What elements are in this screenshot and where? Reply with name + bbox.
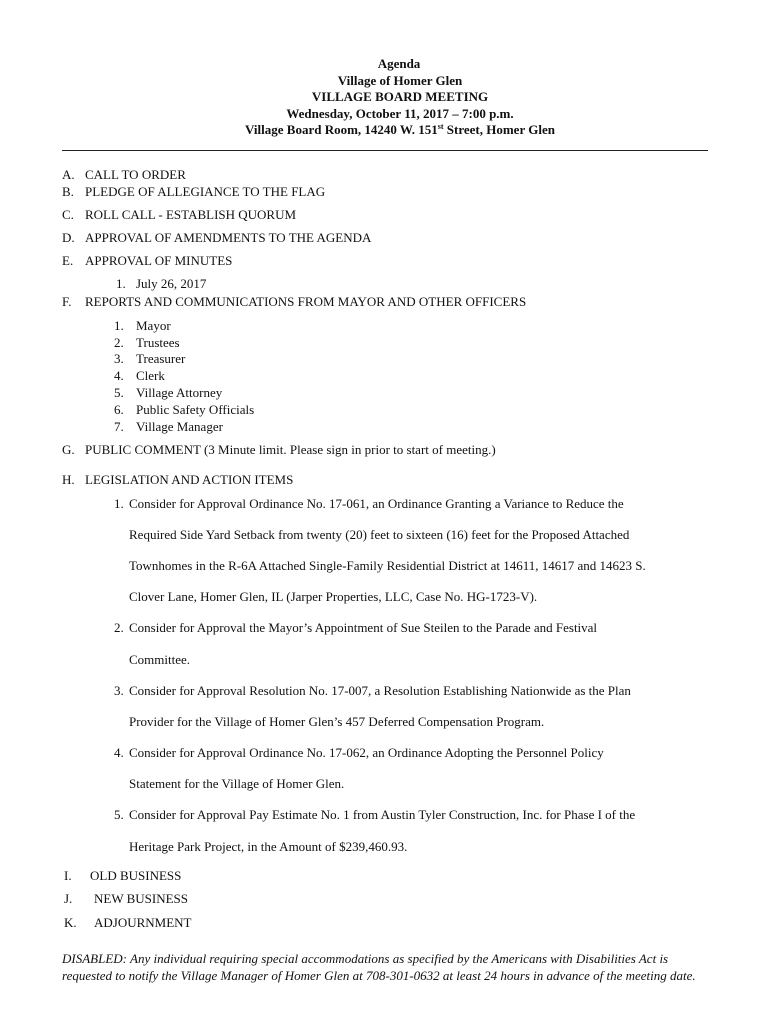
section-letter: I.: [64, 868, 72, 883]
item-number: 1.: [116, 276, 126, 291]
section-letter: G.: [62, 442, 75, 457]
item-text: Village Attorney: [136, 384, 223, 400]
item-number: 6.: [114, 401, 124, 417]
item-number: 3.: [114, 351, 124, 366]
item-text: Consider for Approval Resolution No. 17-007, a Resolution Establishing Nationwide as the Plan: [129, 683, 631, 698]
section-letter: A.: [62, 167, 75, 182]
section-title: APPROVAL OF MINUTES: [85, 253, 233, 268]
item-number: 5.: [114, 807, 124, 822]
location-text-pre: Village Board Room, 14240 W. 151: [245, 122, 438, 137]
item-number: 5.: [114, 384, 124, 400]
agenda-title: Agenda: [377, 56, 421, 71]
item-number: 2.: [114, 620, 124, 635]
item-text: Consider for Approval Ordinance No. 17-061, an Ordinance Granting a Variance to Reduce the: [129, 496, 624, 511]
item-text: Consider for Approval Ordinance No. 17-062, an Ordinance Adopting the Personnel Policy: [129, 745, 604, 760]
section-title: PLEDGE OF ALLEGIANCE TO THE FLAG: [85, 184, 326, 199]
item-text: Mayor: [136, 318, 171, 333]
item-text: Townhomes in the R-6A Attached Single-Family Residential District at 14611, 14617 and 14623 S.: [129, 558, 646, 573]
section-title: NEW BUSINESS: [94, 891, 189, 906]
item-text: Required Side Yard Setback from twenty (20) feet to sixteen (16) feet for the Proposed Attached: [129, 527, 630, 542]
section-title: PUBLIC COMMENT (3 Minute limit. Please sign in prior to start of meeting.): [85, 442, 496, 457]
item-text: Treasurer: [136, 351, 186, 366]
item-text: Committee.: [129, 652, 191, 667]
section-title: CALL TO ORDER: [85, 167, 186, 182]
item-text: Statement for the Village of Homer Glen.: [129, 776, 345, 791]
meeting-date: Wednesday, October 11, 2017 – 7:00 p.m.: [286, 105, 514, 121]
item-text: Provider for the Village of Homer Glen’s 457 Deferred Compensation Program.: [129, 714, 545, 729]
item-text: Consider for Approval Pay Estimate No. 1 from Austin Tyler Construction, Inc. for Phase I of the: [129, 807, 636, 822]
item-text: Village Manager: [136, 418, 223, 434]
meeting-name: VILLAGE BOARD MEETING: [311, 89, 489, 104]
section-title: REPORTS AND COMMUNICATIONS FROM MAYOR AND OTHER OFFICERS: [85, 294, 527, 309]
item-text: Trustees: [136, 334, 180, 350]
section-title: APPROVAL OF AMENDMENTS TO THE AGENDA: [85, 230, 372, 245]
section-title: OLD BUSINESS: [90, 868, 182, 883]
agenda-header: [0, 56, 770, 139]
header-divider: [62, 150, 708, 151]
item-number: 7.: [114, 418, 124, 434]
section-title: LEGISLATION AND ACTION ITEMS: [85, 472, 294, 487]
item-number: 4.: [114, 745, 124, 760]
section-letter: H.: [62, 472, 75, 487]
item-text: Consider for Approval the Mayor’s Appointment of Sue Steilen to the Parade and Festival: [129, 620, 598, 635]
item-number: 4.: [114, 367, 124, 383]
section-title: ROLL CALL - ESTABLISH QUORUM: [85, 207, 297, 222]
section-letter: F.: [62, 294, 72, 309]
item-number: 2.: [114, 334, 124, 350]
village-name: Village of Homer Glen: [337, 72, 463, 88]
section-letter: K.: [64, 915, 77, 930]
item-number: 1.: [114, 496, 124, 511]
meeting-location: [30, 122, 770, 139]
item-text: Public Safety Officials: [136, 401, 255, 417]
section-letter: B.: [62, 184, 74, 199]
location-text-post: Street, Homer Glen: [443, 122, 555, 137]
section-letter: D.: [62, 230, 75, 245]
item-text: July 26, 2017: [136, 276, 207, 291]
item-number: 1.: [114, 318, 124, 333]
section-title: ADJOURNMENT: [94, 915, 192, 930]
location-superscript: st: [437, 122, 444, 131]
item-text: Heritage Park Project, in the Amount of $239,460.93.: [129, 839, 408, 854]
section-letter: E.: [62, 253, 74, 268]
ada-notice: DISABLED: Any individual requiring special accommodations as specified by the Americans with Disabilities Act is requested to notify the Village Manager of Homer Glen at 708-301-0632 at least 24 hours in advance of the meeting date.: [62, 951, 696, 983]
item-text: Clover Lane, Homer Glen, IL (Jarper Properties, LLC, Case No. HG-1723-V).: [129, 589, 538, 604]
item-number: 3.: [114, 683, 124, 698]
item-text: Clerk: [136, 367, 165, 383]
section-letter: J.: [64, 891, 73, 906]
section-letter: C.: [62, 207, 74, 222]
